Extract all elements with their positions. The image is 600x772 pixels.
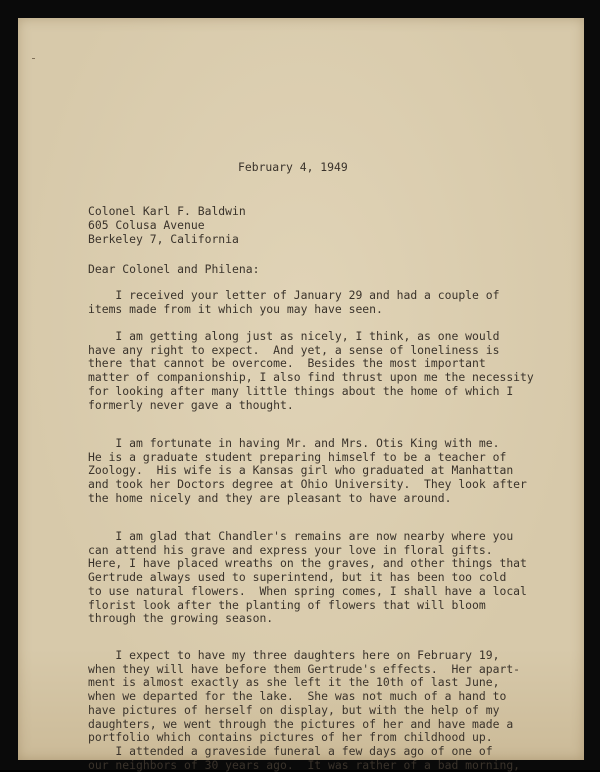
paper-speck bbox=[32, 58, 35, 59]
text-line: and took her Doctors degree at Ohio University. They look after bbox=[88, 477, 527, 492]
address-line-3: Berkeley 7, California bbox=[88, 232, 239, 246]
paragraph-2 bbox=[88, 330, 534, 412]
text-line: daughters, we went through the pictures of her and have made a bbox=[88, 716, 514, 731]
text-line: I am glad that Chandler's remains are now nearby where you bbox=[88, 529, 514, 543]
text-line: formerly never gave a thought. bbox=[88, 397, 294, 412]
text-line: matter of companionship, I also find thrust upon me the necessity bbox=[88, 370, 534, 385]
text-line: Here, I have placed wreaths on the graves, and other things that bbox=[88, 556, 527, 571]
text-line: have pictures of herself on display, but with the help of my bbox=[88, 702, 500, 717]
text-line: Zoology. His wife is a Kansas girl who graduated at Manhattan bbox=[88, 463, 514, 478]
text-line: He is a graduate student preparing himself to be a teacher of bbox=[88, 449, 507, 464]
paragraph-4 bbox=[88, 530, 527, 626]
text-line: items made from it which you may have seen. bbox=[88, 301, 383, 316]
paragraph-1 bbox=[88, 289, 499, 316]
paragraph-3 bbox=[88, 437, 527, 506]
text-line: to use natural flowers. When spring comes, I shall have a local bbox=[88, 583, 527, 598]
salutation: Dear Colonel and Philena: bbox=[88, 262, 260, 276]
text-line: I received your letter of January 29 and had a couple of bbox=[88, 288, 500, 302]
text-line: florist look after the planting of flowers that will bloom bbox=[88, 597, 486, 612]
text-line: portfolio which contains pictures of her from childhood up. bbox=[88, 730, 493, 745]
text-line: I am getting along just as nicely, I think, as one would bbox=[88, 329, 500, 343]
text-line: Gertrude always used to superintend, but it has been too cold bbox=[88, 570, 507, 585]
letter-date: February 4, 1949 bbox=[238, 160, 348, 174]
text-line: I am fortunate in having Mr. and Mrs. Otis King with me. bbox=[88, 436, 500, 450]
text-line: ment is almost exactly as she left it the 10th of last June, bbox=[88, 675, 500, 690]
text-line: our neighbors of 30 years ago. It was rather of a bad morning, bbox=[88, 757, 521, 772]
text-line: for looking after many little things about the home of which I bbox=[88, 383, 514, 398]
text-line: there that cannot be overcome. Besides the most important bbox=[88, 356, 486, 371]
text-line: when we departed for the lake. She was not much of a hand to bbox=[88, 689, 507, 704]
address-line-2: 605 Colusa Avenue bbox=[88, 218, 205, 232]
text-line: when they will have before them Gertrude's effects. Her apart- bbox=[88, 661, 521, 676]
paragraph-5 bbox=[88, 649, 520, 745]
address-line-1: Colonel Karl F. Baldwin bbox=[88, 204, 246, 218]
text-line: the home nicely and they are pleasant to have around. bbox=[88, 490, 452, 505]
text-line: have any right to expect. And yet, a sense of loneliness is bbox=[88, 342, 500, 357]
text-line: I expect to have my three daughters here on February 19, bbox=[88, 648, 500, 662]
text-line: I attended a graveside funeral a few days ago of one of bbox=[88, 744, 493, 758]
paragraph-6 bbox=[88, 745, 520, 772]
text-line: through the growing season. bbox=[88, 611, 274, 626]
text-line: can attend his grave and express your love in floral gifts. bbox=[88, 542, 493, 557]
